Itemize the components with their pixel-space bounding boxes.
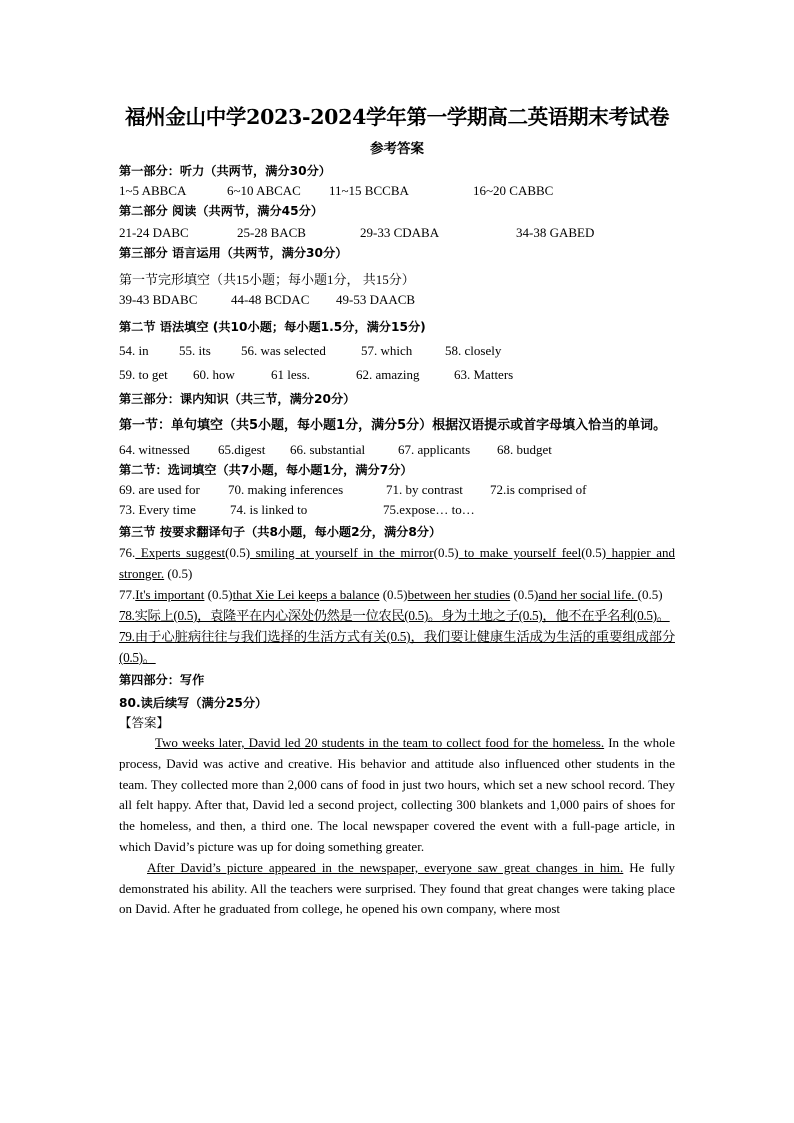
- answer-group: 44-48 BCDAC: [231, 292, 310, 307]
- answer-item: 57. which: [361, 343, 413, 358]
- answer-item: 60. how: [193, 367, 235, 382]
- essay-opening-sentence: After David’s picture appeared in the newspaper, everyone saw great changes in him.: [147, 859, 624, 875]
- part3b-sec2-row1: [119, 480, 675, 500]
- answer-group: 6~10 ABCAC: [227, 183, 301, 198]
- answer-group: 49-53 DAACB: [336, 292, 416, 307]
- answer-item: 73. Every time: [119, 502, 196, 517]
- score: (0.5): [379, 587, 408, 602]
- answer-group: 34-38 GABED: [516, 225, 595, 240]
- score: (0.5): [225, 545, 251, 560]
- answer-sheet: [119, 104, 675, 920]
- part3-sec2-heading: 第二节 语法填空 (共10小题；每小题1.5分，满分15分): [119, 320, 426, 334]
- translation-chunk: Experts suggest: [135, 545, 226, 560]
- answer-item: 67. applicants: [398, 442, 471, 457]
- part2-heading: 第二部分 阅读（共两节，满分45分）: [119, 204, 324, 218]
- answer-item: 54. in: [119, 343, 149, 358]
- translation-chunk: smiling at yourself in the mirror: [250, 545, 434, 560]
- score: (0.5): [204, 587, 233, 602]
- page-subtitle: 参考答案: [370, 141, 424, 157]
- part1-answers: [119, 181, 675, 201]
- score: (0.5): [510, 587, 539, 602]
- part3-sec1-answers: [119, 290, 675, 310]
- q80-heading: 80.读后续写（满分25分）: [119, 696, 268, 710]
- part3-sec2-row1: [119, 341, 675, 361]
- score: (0.5): [164, 566, 193, 581]
- part3b-heading: 第三部分：课内知识（共三节，满分20分）: [119, 392, 356, 406]
- part3b-sec3-heading: 第三节 按要求翻译句子（共8小题，每小题2分，满分8分）: [119, 525, 442, 539]
- score: (0.5): [581, 545, 607, 560]
- part3b-sec1-heading: 第一节：单句填空（共5小题，每小题1分，满分5分）根据汉语提示或首字母填入恰当的单词。: [119, 418, 667, 433]
- answer-item: 66. substantial: [290, 442, 366, 457]
- translation-chunk: to make yourself feel: [458, 545, 582, 560]
- part3-heading: 第三部分 语言运用（共两节，满分30分）: [119, 246, 348, 260]
- part3b-sec1-answers: [119, 440, 675, 460]
- answer-item: 56. was selected: [241, 343, 326, 358]
- answer-item: 69. are used for: [119, 482, 200, 497]
- translation-chunk: between her studies: [407, 587, 511, 602]
- part2-answers: [119, 223, 675, 243]
- translation-77: [119, 584, 675, 605]
- answer-item: 68. budget: [497, 442, 552, 457]
- answer-item: 61 less.: [271, 367, 310, 382]
- answer-item: 65.digest: [218, 442, 266, 457]
- answer-item: 71. by contrast: [386, 482, 463, 497]
- answer-group: 25-28 BACB: [237, 225, 306, 240]
- answer-group: 1~5 ABBCA: [119, 183, 187, 198]
- score: (0.5): [637, 587, 663, 602]
- part3b-sec2-row2: [119, 500, 675, 520]
- answer-item: 63. Matters: [454, 367, 514, 382]
- part3-sec2-row2: [119, 365, 675, 385]
- answer-group: 39-43 BDABC: [119, 292, 198, 307]
- answer-item: 64. witnessed: [119, 442, 190, 457]
- translation-chunk: that Xie Lei keeps a balance: [232, 587, 380, 602]
- answer-item: 59. to get: [119, 367, 168, 382]
- essay-opening-sentence: Two weeks later, David led 20 students in the team to collect food for the homeless.: [155, 735, 605, 750]
- answer-group: 11~15 BCCBA: [329, 183, 409, 198]
- answer-group: 29-33 CDABA: [360, 225, 440, 240]
- translation-78: 78.实际上(0.5)，袁隆平在内心深处仍然是一位农民(0.5)。身为土地之子(0.5)，他不在乎名利(0.5)。: [119, 608, 670, 623]
- part4-heading: 第四部分：写作: [119, 673, 205, 687]
- answer-group: 21-24 DABC: [119, 225, 189, 240]
- answer-item: 58. closely: [445, 343, 502, 358]
- page-title: 福州金山中学2023-2024学年第一学期高二英语期末考试卷: [124, 105, 670, 129]
- translation-79: 79.由于心脏病往往与我们选择的生活方式有关(0.5)，我们要让健康生活成为生活的重要组成部分(0.5)。: [119, 629, 675, 665]
- answer-item: 75.expose… to…: [383, 502, 475, 517]
- question-number: 76.: [119, 545, 136, 560]
- essay-paragraph-2: [119, 858, 675, 920]
- answer-label: 【答案】: [119, 715, 170, 730]
- answer-item: 70. making inferences: [228, 482, 344, 497]
- translation-chunk: and her social life.: [538, 587, 638, 602]
- answer-group: 16~20 CABBC: [473, 183, 554, 198]
- answer-item: 55. its: [179, 343, 211, 358]
- translation-chunk: It's important: [135, 587, 205, 602]
- translation-76: [119, 542, 675, 584]
- score: (0.5): [433, 545, 459, 560]
- question-number: 77.: [119, 587, 136, 602]
- essay-body: He fully demonstrated his ability. All the teachers were surprised. They found that great changes were taking place on David. After he graduated from college, he opened his own company, where most: [119, 859, 675, 917]
- answer-item: 72.is comprised of: [490, 482, 587, 497]
- essay-paragraph-1: [119, 733, 675, 858]
- answer-item: 62. amazing: [356, 367, 420, 382]
- answer-item: 74. is linked to: [230, 502, 308, 517]
- essay-body: In the whole process, David was active and creative. His behavior and attitude also influenced other students in the team. They collected more than 2,000 cans of food in just two hours, which set a new school record. They all felt happy. After that, David led a second project, collecting 300 blankets and 1,000 pairs of shoes for the homeless, and then, a third one. The local newspaper covered the event with a full-page article, in which David’s picture was up for doing something greater.: [119, 735, 675, 854]
- part3b-sec2-heading: 第二节：选词填空（共7小题，每小题1分，满分7分）: [119, 463, 413, 477]
- part1-heading: 第一部分：听力（共两节，满分30分）: [119, 164, 331, 178]
- translation-chunk: happier and stronger.: [119, 545, 675, 581]
- part3-sec1-heading: 第一节完形填空（共15小题；每小题1分， 共15分）: [119, 272, 415, 287]
